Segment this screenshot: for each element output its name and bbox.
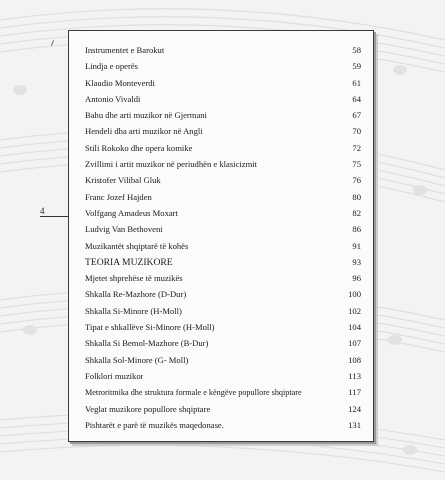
toc-entry: Mjetet shprehëse të muzikës 96: [85, 273, 361, 284]
toc-entry: Franc Jozef Hajden 80: [85, 191, 361, 202]
toc-entry: Stili Rokoko dhe opera komike 72: [85, 142, 361, 153]
toc-entry: Folklori muzikor 113: [85, 370, 361, 381]
toc-entry: Shkalla Si Bemol-Mazhore (B-Dur) 107: [85, 338, 361, 349]
margin-page-number: 4: [40, 206, 45, 216]
toc-entry: Kristofer Vilibal Gluk 76: [85, 175, 361, 186]
toc-entry: Ludvig Van Bethoveni 86: [85, 224, 361, 235]
toc-entry: Pishtarët e parë të muzikës maqedonase. 131: [85, 419, 361, 430]
toc-entry: Shkalla Si-Minore (H-Moll) 102: [85, 305, 361, 316]
toc-entry: Volfgang Amadeus Moxart 82: [85, 207, 361, 218]
toc-entry: Veglat muzikore popullore shqiptare 124: [85, 403, 361, 414]
toc-entry: Metroritmika dhe struktura formale e këngëve popullore shqiptare 117: [85, 387, 361, 398]
toc-entry: Lindja e operës 59: [85, 61, 361, 72]
toc-entry: Zvillimi i artit muzikor në periudhën e klasicizmit 75: [85, 159, 361, 170]
toc-section-heading: TEORIA MUZIKORE 93: [85, 256, 361, 268]
toc-entry: Bahu dhe arti muzikor në Gjermani 67: [85, 110, 361, 121]
table-of-contents: [85, 42, 361, 433]
toc-entry: Hendeli dha arti muzikor në Angli 70: [85, 126, 361, 137]
toc-entry: Shkalla Sol-Minore (G- Moll) 108: [85, 354, 361, 365]
toc-entry: Antonio Vivaldi 64: [85, 93, 361, 104]
toc-entry: Instrumentet e Barokut 58: [85, 45, 361, 55]
toc-entry: Muzikantët shqiptarë të kohës 91: [85, 240, 361, 251]
toc-entry: Klaudio Monteverdi 61: [85, 77, 361, 88]
toc-entry: Tipat e shkallëve Si-Minore (H-Moll) 104: [85, 322, 361, 333]
toc-page: [68, 30, 374, 442]
toc-entry: Shkalla Re-Mazhore (D-Dur) 100: [85, 289, 361, 300]
